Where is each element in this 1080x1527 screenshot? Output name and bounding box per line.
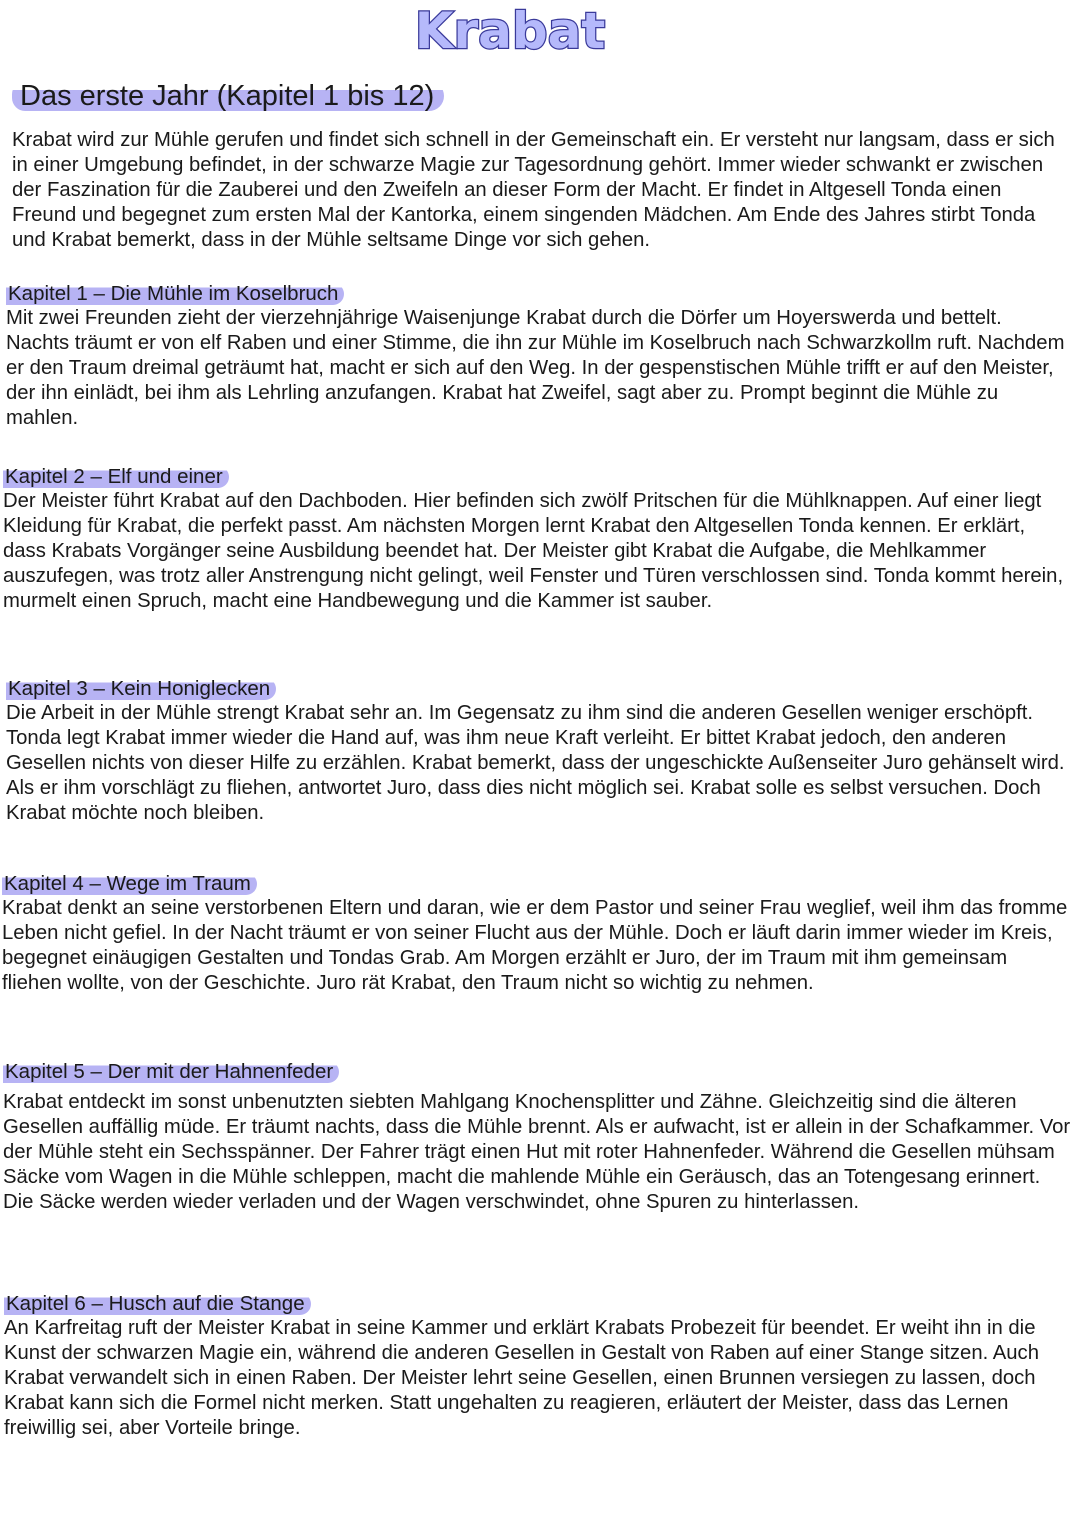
chapter-heading-text: Kapitel 3 – Kein Honiglecken <box>6 678 276 700</box>
chapter-text: Der Meister führt Krabat auf den Dachboden. Hier befinden sich zwölf Pritschen für die Mühlknappen. Auf einer liegt Kleidung für Krabat, die perfekt passt. Am nächsten Morgen lernt Krabat den Altgesellen Tonda kennen. Er erklärt, dass Krabats Vorgänger seine Ausbildung beendet hat. Der Meister gibt Krabat die Aufgabe, die Mehlkammer auszufegen, was trotz aller Anstrengung nicht gelingt, weil Fenster und Türen verschlossen sind. Tonda kommt herein, murmelt einen Spruch, macht eine Handbewegung und die Kammer ist sauber. <box>3 490 1064 612</box>
chapter-text: Krabat denkt an seine verstorbenen Eltern und daran, wie er dem Pastor und seiner Frau weglief, weil ihm das fromme Leben nicht gefiel. In der Nacht träumt er von seiner Flucht aus der Mühle. Doch er läuft darin immer wieder im Kreis, begegnet einäugigen Gestalten und Tondas Grab. Am Morgen erzählt er Juro, der im Traum mit ihm gemeinsam fliehen wollte, von der Geschichte. Juro rät Krabat, den Traum nicht so wichtig zu nehmen. <box>2 897 1068 994</box>
chapter-section-1 <box>6 282 1070 431</box>
chapter-heading <box>4 1292 1070 1316</box>
krabat-logo <box>400 4 620 60</box>
chapter-heading <box>3 1060 1071 1084</box>
chapter-heading-text: Kapitel 1 – Die Mühle im Koselbruch <box>6 283 344 305</box>
chapter-heading <box>6 282 1070 306</box>
logo-text: Krabat <box>414 4 606 60</box>
chapter-heading-text: Kapitel 4 – Wege im Traum <box>2 873 257 895</box>
page-title-text: Das erste Jahr (Kapitel 1 bis 12) <box>12 81 444 111</box>
chapter-text: Die Arbeit in der Mühle strengt Krabat sehr an. Im Gegensatz zu ihm sind die anderen Gesellen weniger erschöpft. Tonda legt Krabat immer wieder die Hand auf, was ihm neue Kraft verleiht. Er bittet Krabat jedoch, den anderen Gesellen nichts von dieser Hilfe zu erzählen. Krabat bemerkt, dass der ungeschickte Außenseiter Juro gehänselt wird. Als er ihm vorschlägt zu fliehen, antwortet Juro, dass dies nicht möglich sei. Krabat solle es selbst versuchen. Doch Krabat möchte noch bleiben. <box>6 702 1065 824</box>
chapter-section-3 <box>6 677 1070 826</box>
chapter-section-2 <box>3 465 1071 614</box>
chapter-heading <box>6 677 1070 701</box>
chapter-section-6 <box>4 1292 1070 1441</box>
chapter-section-5 <box>3 1060 1071 1215</box>
page-title <box>12 80 444 113</box>
chapter-heading-text: Kapitel 6 – Husch auf die Stange <box>4 1293 311 1315</box>
chapter-text: An Karfreitag ruft der Meister Krabat in seine Kammer und erklärt Krabats Probezeit für beendet. Er weiht ihn in die Kunst der schwarzen Magie ein, während die anderen Gesellen in Gestalt von Raben auf einer Stange sitzen. Auch Krabat verwandelt sich in einen Raben. Der Meister lehrt seine Gesellen, einen Brunnen versiegen zu lassen, doch Krabat kann sich die Formel nicht merken. Statt ungehalten zu reagieren, erläutert der Meister, dass das Lernen freiwillig sei, aber Vorteile bringe. <box>4 1317 1039 1439</box>
chapter-heading <box>2 872 1070 896</box>
chapter-text: Krabat entdeckt im sonst unbenutzten siebten Mahlgang Knochensplitter und Zähne. Gleichzeitig sind die älteren Gesellen auffällig müde. Er träumt nachts, dass die Mühle brennt. Als er aufwacht, ist er allein in der Schafkammer. Vor der Mühle steht ein Sechsspänner. Der Fahrer trägt einen Hut mit roter Hahnenfeder. Während die Gesellen mühsam Säcke vom Wagen in die Mühle schleppen, macht die mahlende Mühle ein Geräusch, das an Totengesang erinnert. Die Säcke werden wieder verladen und der Wagen verschwindet, ohne Spuren zu hinterlassen. <box>3 1091 1071 1213</box>
chapter-heading <box>3 465 1071 489</box>
chapter-section-4 <box>2 872 1070 996</box>
chapter-text: Mit zwei Freunden zieht der vierzehnjährige Waisenjunge Krabat durch die Dörfer um Hoyerswerda und bettelt. Nachts träumt er von elf Raben und einer Stimme, die ihn zur Mühle im Koselbruch nach Schwarzkollm ruft. Nachdem er den Traum dreimal geträumt hat, macht er sich auf den Weg. In der gespenstischen Mühle trifft er auf den Meister, der ihn einlädt, bei ihm als Lehrling anzufangen. Krabat hat Zweifel, sagt aber zu. Prompt beginnt die Mühle zu mahlen. <box>6 307 1065 429</box>
intro-paragraph: Krabat wird zur Mühle gerufen und findet sich schnell in der Gemeinschaft ein. Er versteht nur langsam, dass er sich in einer Umgebung befindet, in der schwarze Magie zur Tagesordnung gehört. Immer wieder schwankt er zwischen der Faszination für die Zauberei und den Zweifeln an dieser Form der Macht. Er findet in Altgesell Tonda einen Freund und begegnet zum ersten Mal der Kantorka, einem singenden Mädchen. Am Ende des Jahres stirbt Tonda und Krabat bemerkt, dass in der Mühle seltsame Dinge vor sich gehen. <box>12 129 1055 251</box>
chapter-heading-text: Kapitel 5 – Der mit der Hahnenfeder <box>3 1061 339 1083</box>
chapter-heading-text: Kapitel 2 – Elf und einer <box>3 466 229 488</box>
